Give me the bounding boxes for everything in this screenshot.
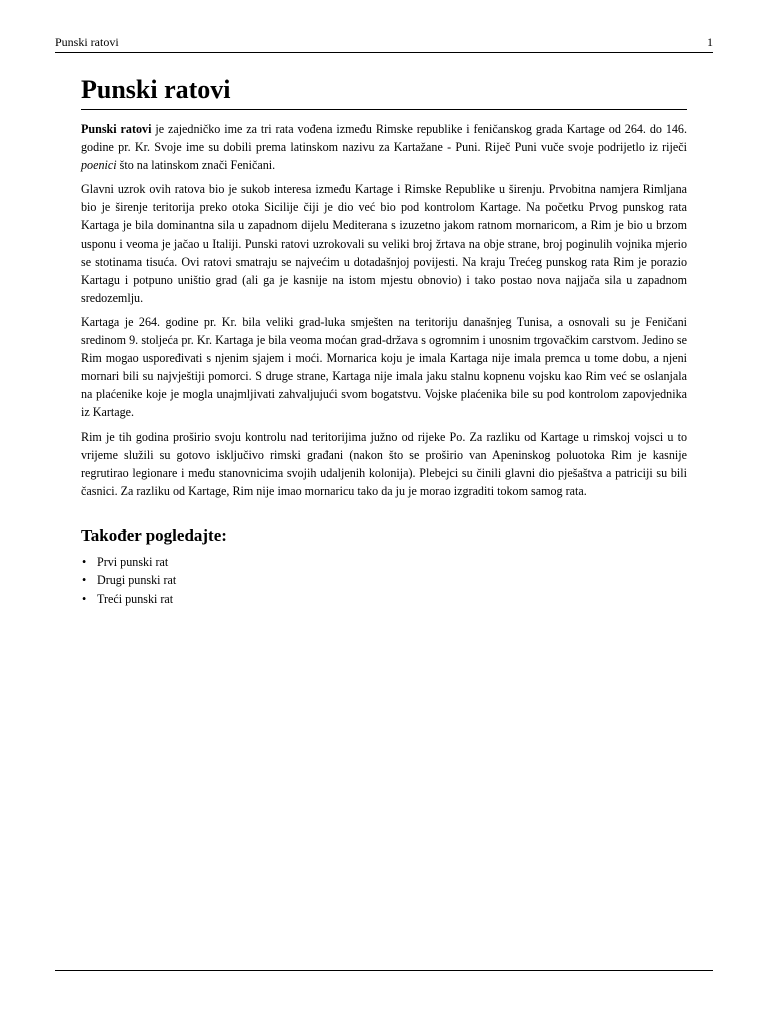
intro-text-part2: što na latinskom znači Feničani. [116,158,276,173]
see-also-heading: Također pogledajte: [81,525,227,545]
article-content [81,74,687,608]
running-header-title: Punski ratovi [55,35,119,49]
intro-text-part1: je zajedničko ime za tri rata vođena između Rimske republike i feničanskog grada Kartage od 264. do 146. godine pr. Kr. Svoje ime su dobili prema latinskom nazivu za Kartažane - Puni. Riječ Puni vuče svoje podrijetlo iz riječi [81,122,687,155]
footer-rule [55,970,713,971]
body-paragraph-causes: Glavni uzrok ovih ratova bio je sukob interesa između Kartage i Rimske Republike u širenju. Prvobitna namjera Rimljana bio je širenje teritorija preko otoka Sicilije čiji je dio već bio pod kontrolom Kartage. Na početku Prvog punskog rata Kartaga je bila dominantna sila u zapadnom dijelu Mediterana s izuzetno jakom ratnom mornaricom, a Rim je bio u brzom usponu i veoma je jačao u Italiji. Punski ratovi uzrokovali su veliki broj žrtava na obje strane, broj poginulih vojnika mjerio se stotinama tisuća. Ovi ratovi smatraju se najvećim u dotadašnjoj povijesti. Na kraju Trećeg punskog rata Rim je porazio Kartagu i potpuno uništio grad (ali ga je kasnije na istom mjestu obnovio) i tako postao nova najjača sila u zapadnom sredozemlju. [81,182,687,305]
see-also-item-second-punic-war[interactable] [81,571,687,590]
body-paragraph-carthage: Kartaga je 264. godine pr. Kr. bila veliki grad-luka smješten na teritoriju današnjeg Tunisa, a osnovali su je Feničani sredinom 9. stoljeća pr. Kr. Kartaga je bila veoma moćan grad-država s ogromnim i unosnim trgovačkim carstvom. Jedino se Rim mogao uspoređivati s njenim sjajem i moći. Mornarica koju je imala Kartaga nije imala premca u tome dobu, a njeni mornari bili su najvještiji pomorci. S druge strane, Kartaga nije imala jaku stalnu kopnenu vojsku kao Rim već se oslanjala na plaćenike koje je mogla unajmljivati zahvaljujući svom bogatstvu. Vojske plaćenika bile su pod kontrolom zapovjednika iz Kartage. [81,314,687,420]
body-paragraph-rome: Rim je tih godina proširio svoju kontrolu nad teritorijima južno od rijeke Po. Za razliku od Kartage u rimskoj vojsci u to vrijeme služili su gotovo isključivo rimski građani (nakon što se proširio van Apeninskog poluotoka Rim je kasnije regrutirao legionare i među stanovnicima svojih udaljenih kolonija). Plebejci su činili glavni dio pješaštva a patriciji su bili časnici. Za razliku od Kartage, Rim nije imao mornaricu tako da ju je morao izgraditi tokom samog rata. [81,429,687,498]
bullet-icon: • [82,554,87,569]
page-number: 1 [707,35,713,49]
list-item-label: Prvi punski rat [97,554,169,569]
list-item-label: Drugi punski rat [97,573,177,588]
see-also-item-first-punic-war[interactable] [81,553,687,572]
intro-lead-term: Punski ratovi [81,122,152,136]
bullet-icon: • [82,573,87,588]
bullet-icon: • [82,591,87,606]
see-also-item-third-punic-war[interactable] [81,590,687,609]
see-also-list [81,553,687,609]
intro-italic-term: poenici [81,158,117,173]
page-title: Punski ratovi [81,74,687,110]
list-item-label: Treći punski rat [97,591,174,606]
intro-paragraph [81,120,687,174]
running-header [55,34,713,53]
